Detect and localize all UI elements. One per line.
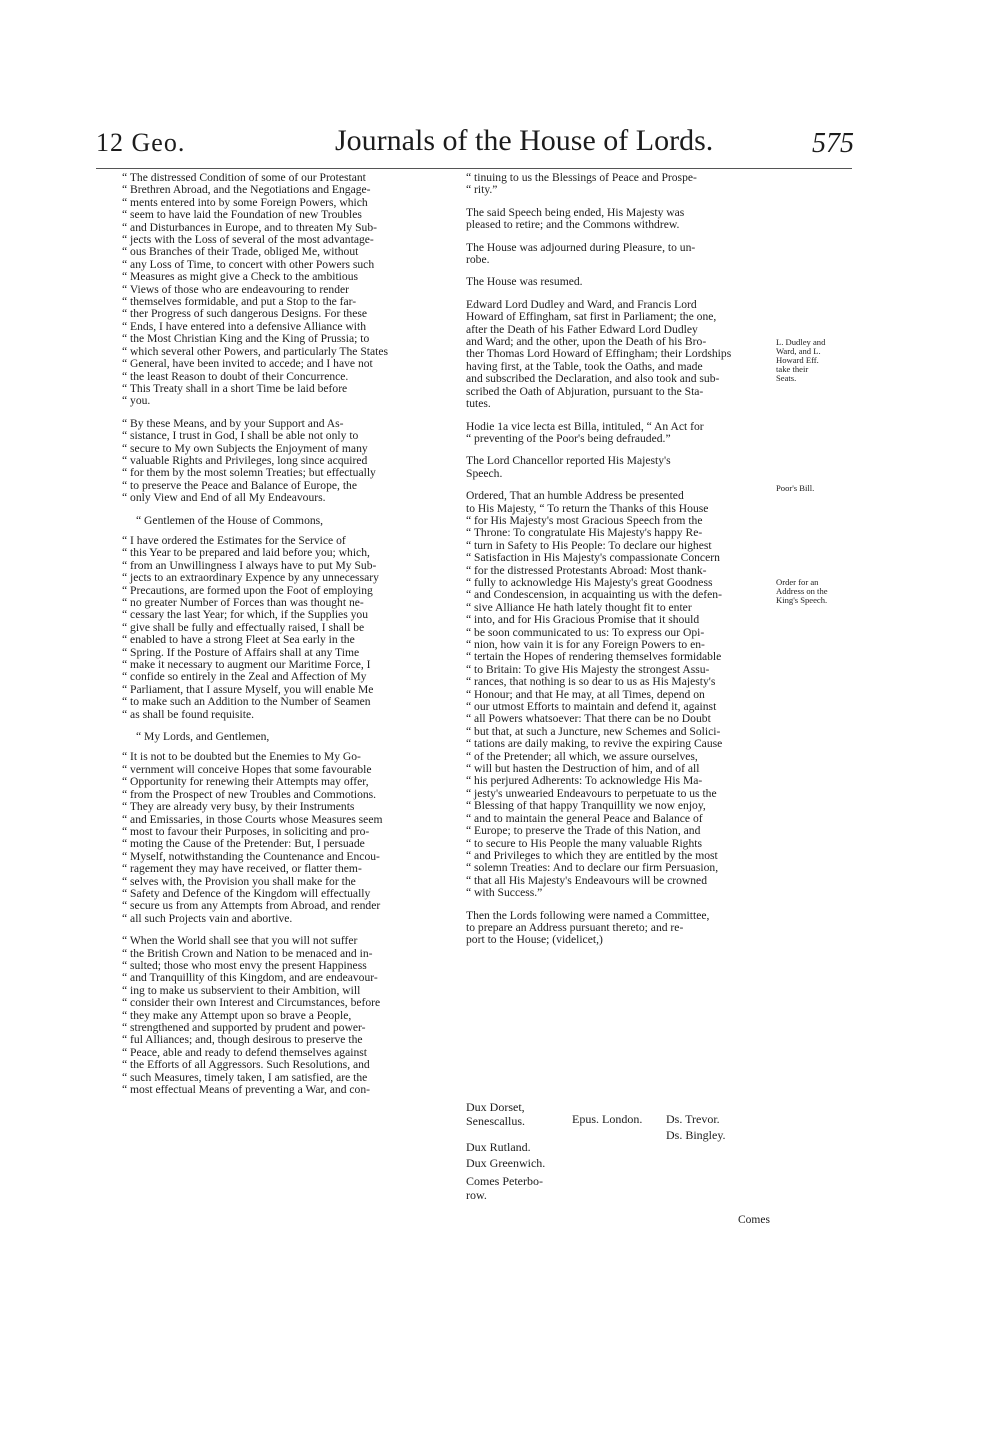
- margin-note-lords-seats: L. Dudley and Ward, and L. Howard Eff. take their Seats.: [776, 337, 826, 383]
- speech-reported-entry: The Lord Chancellor reported His Majesty's Speech.: [466, 454, 671, 480]
- committee-named-entry: Then the Lords following were named a Committee, to prepare an Address pursuant thereto; and re- port to the House; (videlicet,): [466, 908, 710, 947]
- page-number: 575: [812, 128, 854, 159]
- committee-list: [466, 1100, 786, 1220]
- regnal-year: 12 Geo.: [96, 128, 186, 157]
- committee-member: Comes Peterbo- row.: [466, 1174, 543, 1202]
- speech-paragraph-support: “ By these Means, and by your Support and As- “ sistance, I trust in God, I shall be able not only to “ secure to My own Subjects the Enjoyment of many “ valuable Rights and Privileges, long since acquired “ for them by the most solemn Treaties; but effectually “ to preserve the Peace and Balance of Europe, the “ only View and End of all My Endeavours.: [122, 416, 376, 505]
- committee-member: Dux Greenwich.: [466, 1156, 546, 1170]
- resumed-entry: The House was resumed.: [466, 275, 583, 289]
- header-rule: [96, 168, 852, 169]
- margin-note-poor-bill: Poor's Bill.: [776, 483, 815, 493]
- speech-paragraph-enemies: “ It is not to be doubted but the Enemies to My Go- “ vernment will conceive Hopes that some favourable “ Opportunity for renewing their Attempts may offer, “ from the Prospect of new Troubles and Commotions. “ They are already very busy, by their Instruments “ and Emissaries, in those Courts whose Measures seem “ most to favour their Purposes, in soliciting and pro- “ moting the Cause of the Pretender: But, I persuade “ Myself, notwithstanding the Countenance and Encou- “ ragement they may have received, or flatter them- “ selves with, the Provision you shall make for the “ Safety and Defence of the Kingdom will effectually “ secure us from any Attempts from Abroad, and render “ all such Projects vain and abortive.: [122, 750, 383, 925]
- committee-member: Dux Rutland.: [466, 1140, 531, 1154]
- right-column: [466, 172, 778, 957]
- committee-member: Dux Dorset, Senescallus.: [466, 1100, 525, 1128]
- speech-heading-lords: “ My Lords, and Gentlemen,: [136, 730, 270, 744]
- speech-heading-commons: “ Gentlemen of the House of Commons,: [136, 513, 324, 527]
- lords-seated-entry: Edward Lord Dudley and Ward, and Francis Lord Howard of Effingham, sat first in Parliament; the one, after the Death of his Father Edward Lord Dudley and Ward; and the other, upon the Death of his Bro- ther Thomas Lord Howard of Effingham; their Lordships having first, at the Table, took the Oaths, and made and subscribed the Declaration, and also took and sub- scribed the Oath of Abjuration, pursuant to the Sta- tutes.: [466, 297, 732, 411]
- margin-note-address-order: Order for an Address on the King's Speech.: [776, 577, 828, 605]
- adjourned-entry: The House was adjourned during Pleasure, to un- robe.: [466, 240, 696, 267]
- committee-member: Epus. London.: [572, 1112, 643, 1126]
- poor-bill-entry: Hodie 1a vice lecta est Billa, intituled, “ An Act for “ preventing of the Poor's being defrauded.”: [466, 419, 704, 445]
- speech-paragraph-world: “ When the World shall see that you will not suffer “ the British Crown and Nation to be menaced and in- “ sulted; those who most envy the present Happiness “ and Tranquillity of this Kingdom, and are endeavour- “ ing to make us subservient to their Ambition, will “ consider their own Interest and Circumstances, before “ they make any Attempt upon so brave a People, “ strengthened and supported by prudent and power- “ ful Alliances; and, though desirous to preserve the “ Peace, able and ready to defend themselves against “ the Efforts of all Aggressors. Such Resolutions, and “ such Measures, timely taken, I am satisfied, are the “ most effectual Means of preventing a War, and con-: [122, 934, 381, 1097]
- page-header: [0, 124, 992, 168]
- speech-paragraph-alliance: “ The distressed Condition of some of our Protestant “ Brethren Abroad, and the Negotiations and Engage- “ ments entered into by some Foreign Powers, which “ seem to have laid the Foundation of new Troubles “ and Disturbances in Europe, and to threaten My Sub- “ jects with the Loss of several of the most advantage- “ ous Branches of their Trade, obliged Me, without “ any Loss of Time, to concert with other Powers such “ Measures as might give a Check to the ambitious “ Views of those who are endeavouring to render “ themselves formidable, and put a Stop to the far- “ ther Progress of such dangerous Designs. For these “ Ends, I have entered into a defensive Alliance with “ the Most Christian King and the King of Prussia; to “ which several other Powers, and particularly The States “ General, have been invited to accede; and I have not “ the least Reason to doubt of their Concurrence. “ This Treaty shall in a short Time be laid before “ you.: [122, 171, 389, 408]
- speech-conclusion: “ tinuing to us the Blessings of Peace and Prospe- “ rity.”: [466, 171, 697, 197]
- catchword: Comes: [738, 1214, 770, 1226]
- speech-paragraph-estimates: “ I have ordered the Estimates for the Service of “ this Year to be prepared and laid before you; which, “ from an Unwillingness I always have to put My Sub- “ jects to an extraordinary Expence by any unnecessary “ Precautions, are formed upon the Foot of employing “ no greater Number of Forces than was thought ne- “ cessary the last Year; for which, if the Supplies you “ give shall be fully and effectually raised, I shall be “ enabled to have a strong Fleet at Sea early in the “ Spring. If the Posture of Affairs shall at any Time “ make it necessary to augment our Maritime Force, I “ confide so entirely in the Zeal and Affection of My “ Parliament, that I assure Myself, you will enable Me “ to make such an Addition to the Number of Seamen “ as shall be found requisite.: [122, 533, 379, 721]
- committee-member: Ds. Trevor.: [666, 1112, 720, 1126]
- speech-ended-entry: The said Speech being ended, His Majesty was pleased to retire; and the Commons withdrew.: [466, 205, 685, 232]
- journal-title: Journals of the House of Lords.: [335, 124, 714, 157]
- left-column: [122, 172, 460, 1106]
- committee-member: Ds. Bingley.: [666, 1128, 726, 1142]
- address-order-entry: Ordered, That an humble Address be presented to His Majesty, “ To return the Thanks of this House “ for His Majesty's most Gracious Speech from the “ Throne: To congratulate His Majesty's happy Re- “ turn in Safety to His People: To declare our highest “ Satisfaction in His Majesty's compassionate Concern “ for the distressed Protestants Abroad: Most thank- “ fully to acknowledge His Majesty's great Goodness “ and Condescension, in acquainting us with the defen- “ sive Alliance He hath lately thought fit to enter “ into, and for His Gracious Promise that it should “ be soon communicated to us: To express our Opi- “ nion, how vain it is for any Foreign Powers to en- “ tertain the Hopes of rendering themselves formidable “ to Britain: To give His Majesty the strongest Assu- “ rances, that nothing is so dear to us as His Majesty's “ Honour; and that He may, at all Times, depend on “ our utmost Efforts to maintain and defend it, against “ all Powers whatsoever: That there can be no Doubt “ but that, at such a Juncture, new Schemes and Solici- “ tations are daily making, to revive the expiring Cause “ of the Pretender; all which, we assure ourselves, “ will but hasten the Destruction of him, and of all “ his perjured Adherents: To acknowledge His Ma- “ jesty's unwearied Endeavours to perpetuate to us the “ Blessing of that happy Tranquillity we now enjoy, “ and to maintain the general Peace and Balance of “ Europe; to preserve the Trade of this Nation, and “ to secure to His People the many valuable Rights “ and Privileges to which they are entitled by the most “ solemn Treaties: And to declare our firm Persuasion, “ that all His Majesty's Endeavours will be crowned “ with Success.”: [466, 489, 723, 900]
